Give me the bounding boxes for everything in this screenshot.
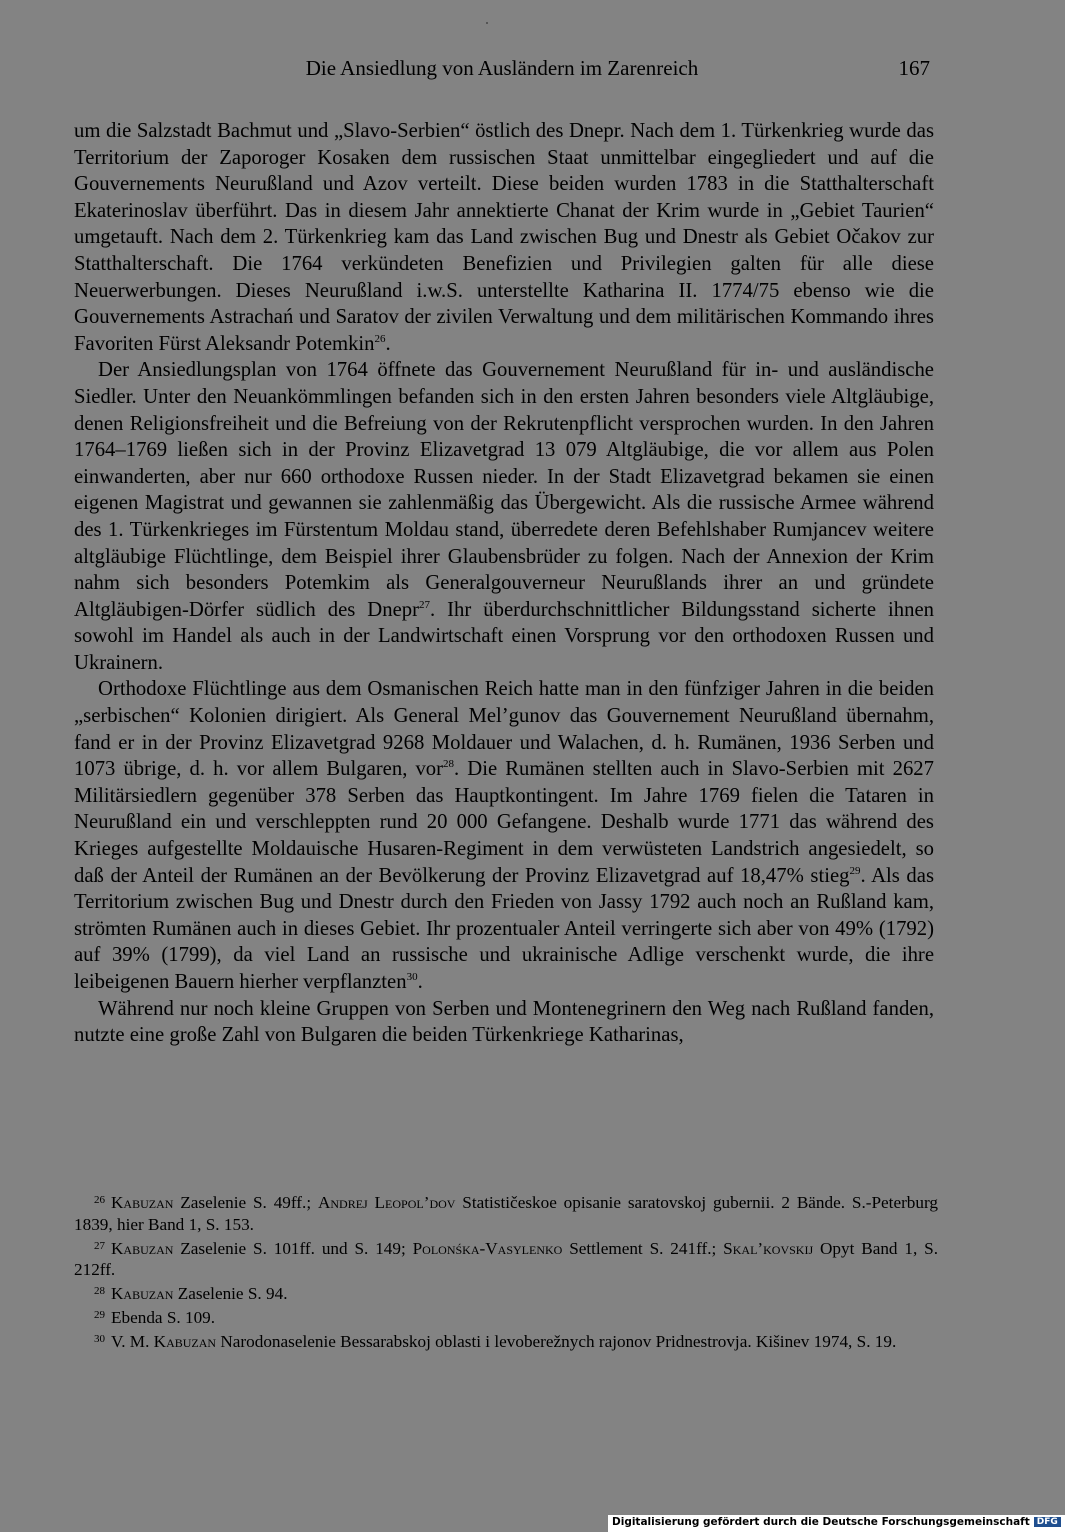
author-name: Kabuzan bbox=[111, 1284, 174, 1304]
paragraph bbox=[74, 676, 934, 995]
footnote-ref: 28 bbox=[443, 758, 455, 771]
footnotes bbox=[74, 1190, 938, 1353]
funding-note: Digitalisierung gefördert durch die Deutsche Forschungsgemeinschaft bbox=[612, 1516, 1030, 1528]
paragraph bbox=[74, 357, 934, 676]
footnote-text: Settlement S. 241ff.; bbox=[562, 1238, 724, 1258]
footnote-number: 30 bbox=[94, 1332, 105, 1345]
footnote bbox=[74, 1281, 938, 1305]
main-text bbox=[74, 118, 934, 1049]
paragraph-text: . Als das Territorium zwischen Bug und Dnestr durch den Frieden von Jassy 1792 auch noch an Rußland kam, strömten Rumänen auch in dieses Gebiet. Ihr prozentualer Anteil verringerte sich aber von 49% (1792) auf 39% (1799), da viel Land an russische und ukrainische Adlige verschenkt wurde, die ihre leibeigenen Bauern hierher verpflanzten bbox=[74, 864, 934, 993]
author-name: Kabuzan bbox=[111, 1193, 174, 1212]
footnote-text: Zaselenie S. 94. bbox=[173, 1284, 288, 1304]
footnote-ref: 26 bbox=[374, 332, 386, 345]
footnote-text: Zaselenie S. 49ff.; bbox=[173, 1193, 318, 1212]
footnote-text: Statističeskoe opisanie saratovskoj gubernii. 2 Bände. S.-Peterburg 1839, hier Band 1, S. 153. bbox=[74, 1193, 938, 1234]
paragraph bbox=[74, 996, 934, 1049]
footnote bbox=[74, 1236, 938, 1282]
footnote-ref: 30 bbox=[406, 971, 418, 983]
paragraph-text: . bbox=[417, 971, 423, 993]
footnote bbox=[74, 1329, 938, 1353]
author-name: Kabuzan bbox=[153, 1331, 217, 1351]
footnote-number: 28 bbox=[94, 1285, 105, 1298]
author-name: Kabuzan bbox=[111, 1238, 174, 1258]
footnote-number: 27 bbox=[94, 1239, 105, 1252]
footnote-ref: 27 bbox=[419, 598, 431, 611]
scan-mark bbox=[486, 22, 488, 24]
footnote-number: 26 bbox=[94, 1194, 105, 1206]
paragraph-text: . Ihr überdurchschnittlicher Bildungsstand sicherte ihnen sowohl im Handel als auch in der Landwirtschaft einen Vorsprung vor den orthodoxen Russen und Ukrainern. bbox=[74, 598, 934, 674]
author-name: Skal’kovskij bbox=[723, 1238, 814, 1258]
footnote bbox=[74, 1305, 938, 1329]
author-name: Polonśka-Vasylenko bbox=[412, 1238, 563, 1258]
paragraph-text: . bbox=[385, 332, 391, 355]
footnote-text: Narodonaselenie Bessarabskoj oblasti i levoberežnych rajonov Pridnestrovja. Kišinev 1974, S. 19. bbox=[216, 1331, 897, 1351]
author-name: Andrej Leopol’dov bbox=[317, 1193, 456, 1212]
footnote bbox=[74, 1190, 938, 1236]
footnote-number: 29 bbox=[94, 1308, 105, 1321]
paragraph bbox=[74, 118, 934, 357]
paragraph-text: Während nur noch kleine Gruppen von Serben und Montenegrinern den Weg nach Rußland fanden, nutzte eine große Zahl von Bulgaren die beiden Türkenkriege Katharinas, bbox=[74, 997, 934, 1047]
footnote-ref: 29 bbox=[849, 864, 861, 877]
dfg-logo: DFG bbox=[1034, 1517, 1061, 1527]
funding-footer bbox=[608, 1515, 1065, 1532]
page-number: 167 bbox=[898, 56, 930, 80]
paragraph-text: . Die Rumänen stellten auch in Slavo-Serbien mit 2627 Militärsiedlern gegenüber 378 Serben das Hauptkontingent. Im Jahre 1769 fielen die Tataren in Neurußland ein und verschleppten rund 20 000 Gefangene. Deshalb wurde 1771 das während des Krieges aufgestellte Moldauische Husaren-Regiment in dem verwüsteten Landstrich angesiedelt, so daß der Anteil der Rumänen an der Bevölkerung der Provinz Elizavetgrad auf 18,47% stieg bbox=[74, 758, 934, 887]
running-title: Die Ansiedlung von Ausländern im Zarenreich bbox=[305, 56, 699, 80]
footnote-text: Zaselenie S. 101ff. und S. 149; bbox=[173, 1238, 413, 1258]
running-header bbox=[74, 56, 930, 86]
paragraph-text: Orthodoxe Flüchtlinge aus dem Osmanischen Reich hatte man in den fünfziger Jahren in die beiden „serbischen“ Kolonien dirigiert. Als General Mel’gunov das Gouvernement Neurußland übernahm, fand er in der Provinz Elizavetgrad 9268 Moldauer und Walachen, d. h. Rumänen, 1936 Serben und 1073 übrige, d. h. vor allem Bulgaren, vor bbox=[74, 678, 934, 781]
footnote-text: V. M. bbox=[111, 1331, 154, 1351]
paragraph-text: um die Salzstadt Bachmut und „Slavo-Serbien“ östlich des Dnepr. Nach dem 1. Türkenkrieg wurde das Territorium der Zaporoger Kosaken dem russischen Staat unmittelbar eingegliedert und auf die Gouvernements Neurußland und Azov verteilt. Diese beiden wurden 1783 in die Statthalterschaft Ekaterinoslav überführt. Das in diesem Jahr annektierte Chanat der Krim wurde in „Gebiet Taurien“ umgetauft. Nach dem 2. Türkenkrieg kam das Land zwischen Bug und Dnestr als Gebiet Očakov zur Statthalterschaft. Die 1764 verkündeten Benefizien und Privilegien galten für alle diese Neuerwerbungen. Dieses Neurußland i.w.S. unterstellte Katharina II. 1774/75 ebenso wie die Gouvernements Astrachań und Saratov der zivilen Verwaltung und dem militärischen Kommando ihres Favoriten Fürst Aleksandr Potemkin bbox=[74, 120, 934, 355]
footnote-text: Opyt Band 1, S. 212ff. bbox=[74, 1238, 939, 1280]
paragraph-text: Der Ansiedlungsplan von 1764 öffnete das Gouvernement Neurußland für in- und ausländische Siedler. Unter den Neuankömmlingen befanden sich in den ersten Jahren besonders viele Altgläubige, denen Religionsfreiheit und die Befreiung von der Rekrutenpflicht versprochen wurden. In den Jahren 1764–1769 ließen sich in der Provinz Elizavetgrad 13 079 Altgläubige, die vor allem aus Polen einwanderten, aber nur 660 orthodoxe Russen nieder. In der Stadt Elizavetgrad bekamen sie einen eigenen Magistrat und gewannen sie zahlenmäßig das Übergewicht. Als die russische Armee während des 1. Türkenkrieges im Fürstentum Moldau stand, überredete deren Befehlshaber Rumjancev weitere altgläubige Flüchtlinge, dem Beispiel ihrer Glaubensbrüder zu folgen. Nach der Annexion der Krim nahm sich besonders Potemkim als Generalgouverneur Neurußlands ihrer an und gründete Altgläubigen-Dörfer südlich des Dnepr bbox=[74, 359, 934, 621]
footnote-text: Ebenda S. 109. bbox=[111, 1307, 216, 1327]
